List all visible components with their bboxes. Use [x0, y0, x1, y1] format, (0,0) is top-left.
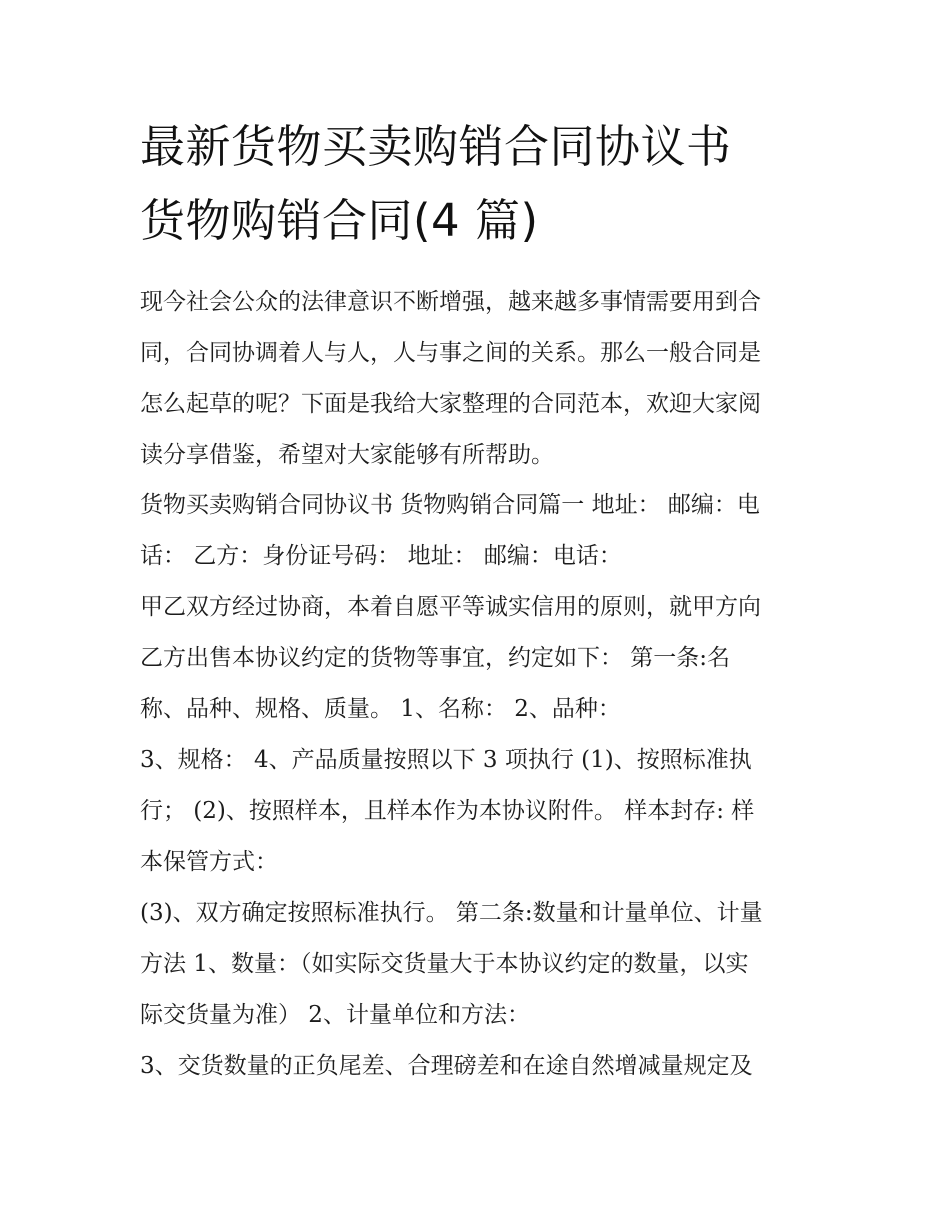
specification-paragraph — [140, 735, 820, 888]
text-line: 现今社会公众的法律意识不断增强，越来越多事情需要用到合 — [140, 289, 761, 315]
contract-header-paragraph — [140, 480, 820, 582]
text-line: 称、品种、规格、质量。 1、名称： 2、品种： — [140, 696, 621, 722]
text-line: 3、规格： 4、产品质量按照以下 3 项执行 (1)、按照标准执 — [140, 747, 752, 773]
text-line: 话： 乙方：身份证号码： 地址： 邮编：电话： — [140, 543, 622, 569]
text-line: 行； (2)、按照样本，且样本作为本协议附件。 样本封存: 样 — [140, 798, 755, 824]
text-line: 方法 1、数量：（如实际交货量大于本协议约定的数量，以实 — [140, 951, 749, 977]
document-title — [140, 110, 840, 258]
text-line: 3、交货数量的正负尾差、合理磅差和在途自然增减量规定及 — [140, 1053, 753, 1079]
text-line: 怎么起草的呢？下面是我给大家整理的合同范本，欢迎大家阅 — [140, 391, 761, 417]
text-line: 本保管方式： — [140, 849, 278, 875]
text-line: 甲乙双方经过协商，本着自愿平等诚实信用的原则，就甲方向 — [140, 594, 761, 620]
article-two-paragraph — [140, 888, 820, 1041]
text-line: 同，合同协调着人与人，人与事之间的关系。那么一般合同是 — [140, 340, 761, 366]
title-line: 最新货物买卖购销合同协议书 — [140, 120, 732, 173]
text-line: 际交货量为准） 2、计量单位和方法： — [140, 1002, 530, 1028]
quantity-tolerance-paragraph — [140, 1041, 820, 1092]
text-line: (3)、双方确定按照标准执行。 第二条:数量和计量单位、计量 — [140, 900, 763, 926]
article-one-paragraph — [140, 582, 820, 735]
text-line: 读分享借鉴，希望对大家能够有所帮助。 — [140, 442, 554, 468]
intro-paragraph — [140, 277, 820, 481]
text-line: 乙方出售本协议约定的货物等事宜，约定如下： 第一条:名 — [140, 645, 731, 671]
text-line: 货物买卖购销合同协议书 货物购销合同篇一 地址： 邮编：电 — [140, 492, 760, 518]
title-line: 货物购销合同(4 篇) — [140, 194, 539, 247]
